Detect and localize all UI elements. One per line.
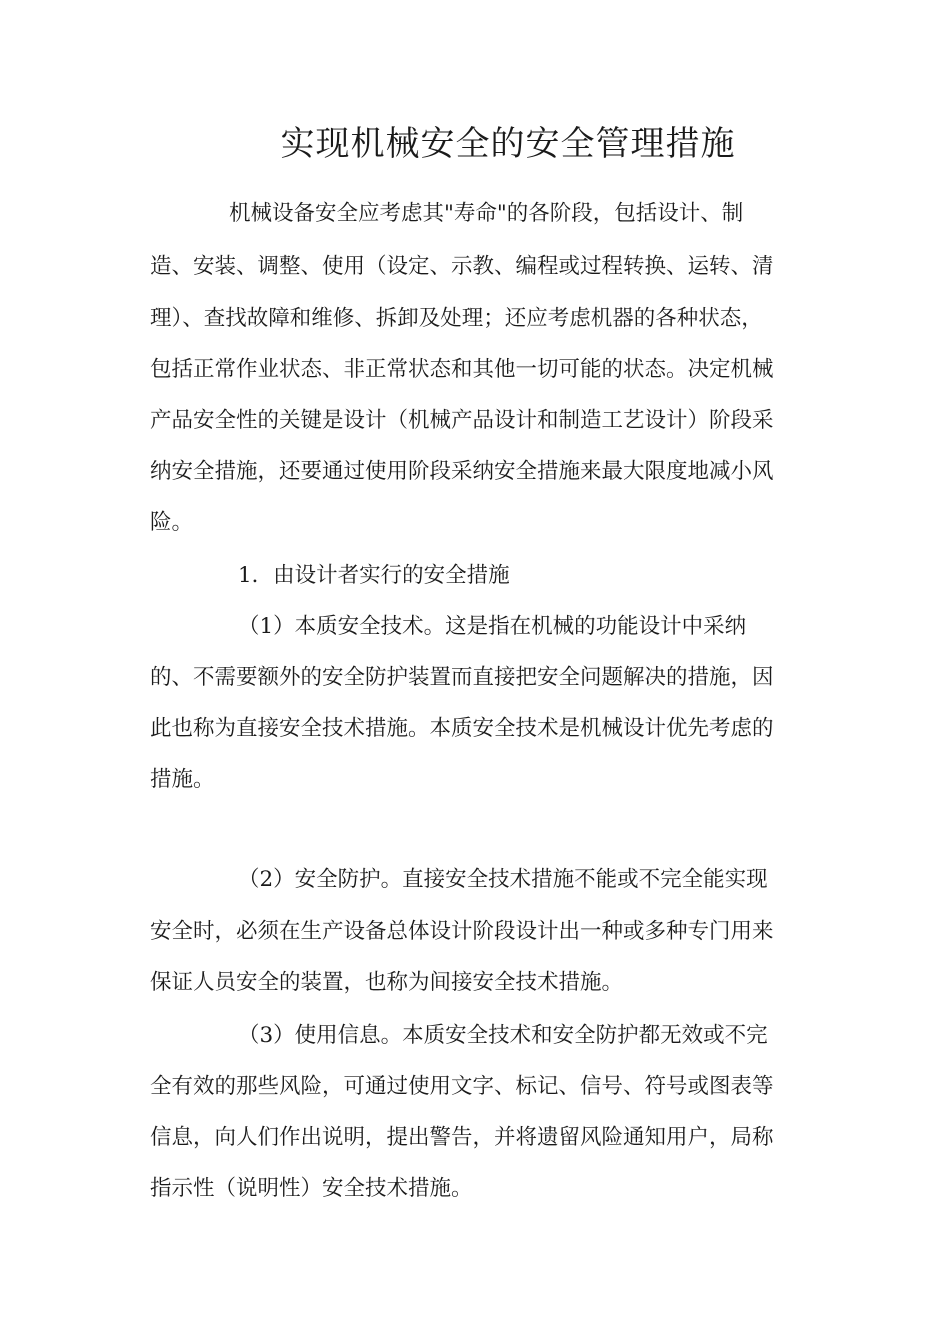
- item3-line-1: （3）使用信息。本质安全技术和安全防护都无效或不完: [238, 1023, 768, 1048]
- intro-line-1: 机械设备安全应考虑其"寿命"的各阶段，包括设计、制: [229, 201, 744, 226]
- item2-line-3: 保证人员安全的装置，也称为间接安全技术措施。: [150, 970, 624, 995]
- section-heading-1: 1．由设计者实行的安全措施: [238, 563, 510, 588]
- document-title: 实现机械安全的安全管理措施: [280, 124, 736, 164]
- item1-line-3: 此也称为直接安全技术措施。本质安全技术是机械设计优先考虑的: [150, 716, 774, 741]
- item2-line-2: 安全时，必须在生产设备总体设计阶段设计出一种或多种专门用来: [150, 919, 774, 944]
- item3-line-2: 全有效的那些风险，可通过使用文字、标记、信号、符号或图表等: [150, 1074, 774, 1099]
- intro-line-3: 理）、查找故障和维修、拆卸及处理；还应考虑机器的各种状态，: [150, 306, 763, 331]
- intro-line-6: 纳安全措施，还要通过使用阶段采纳安全措施来最大限度地减小风: [150, 459, 774, 484]
- item2-line-1: （2）安全防护。直接安全技术措施不能或不完全能实现: [238, 867, 768, 892]
- intro-line-4: 包括正常作业状态、非正常状态和其他一切可能的状态。决定机械: [150, 357, 774, 382]
- item1-line-2: 的、不需要额外的安全防护装置而直接把安全问题解决的措施，因: [150, 665, 774, 690]
- item1-line-1: （1）本质安全技术。这是指在机械的功能设计中采纳: [238, 614, 747, 639]
- intro-line-5: 产品安全性的关键是设计（机械产品设计和制造工艺设计）阶段采: [150, 408, 774, 433]
- item3-line-4: 指示性（说明性）安全技术措施。: [150, 1176, 473, 1201]
- item1-line-4: 措施。: [150, 767, 215, 792]
- item3-line-3: 信息，向人们作出说明，提出警告，并将遗留风险通知用户，局称: [150, 1125, 774, 1150]
- intro-line-2: 造、安装、调整、使用（设定、示教、编程或过程转换、运转、清: [150, 254, 774, 279]
- intro-line-7: 险。: [150, 510, 194, 535]
